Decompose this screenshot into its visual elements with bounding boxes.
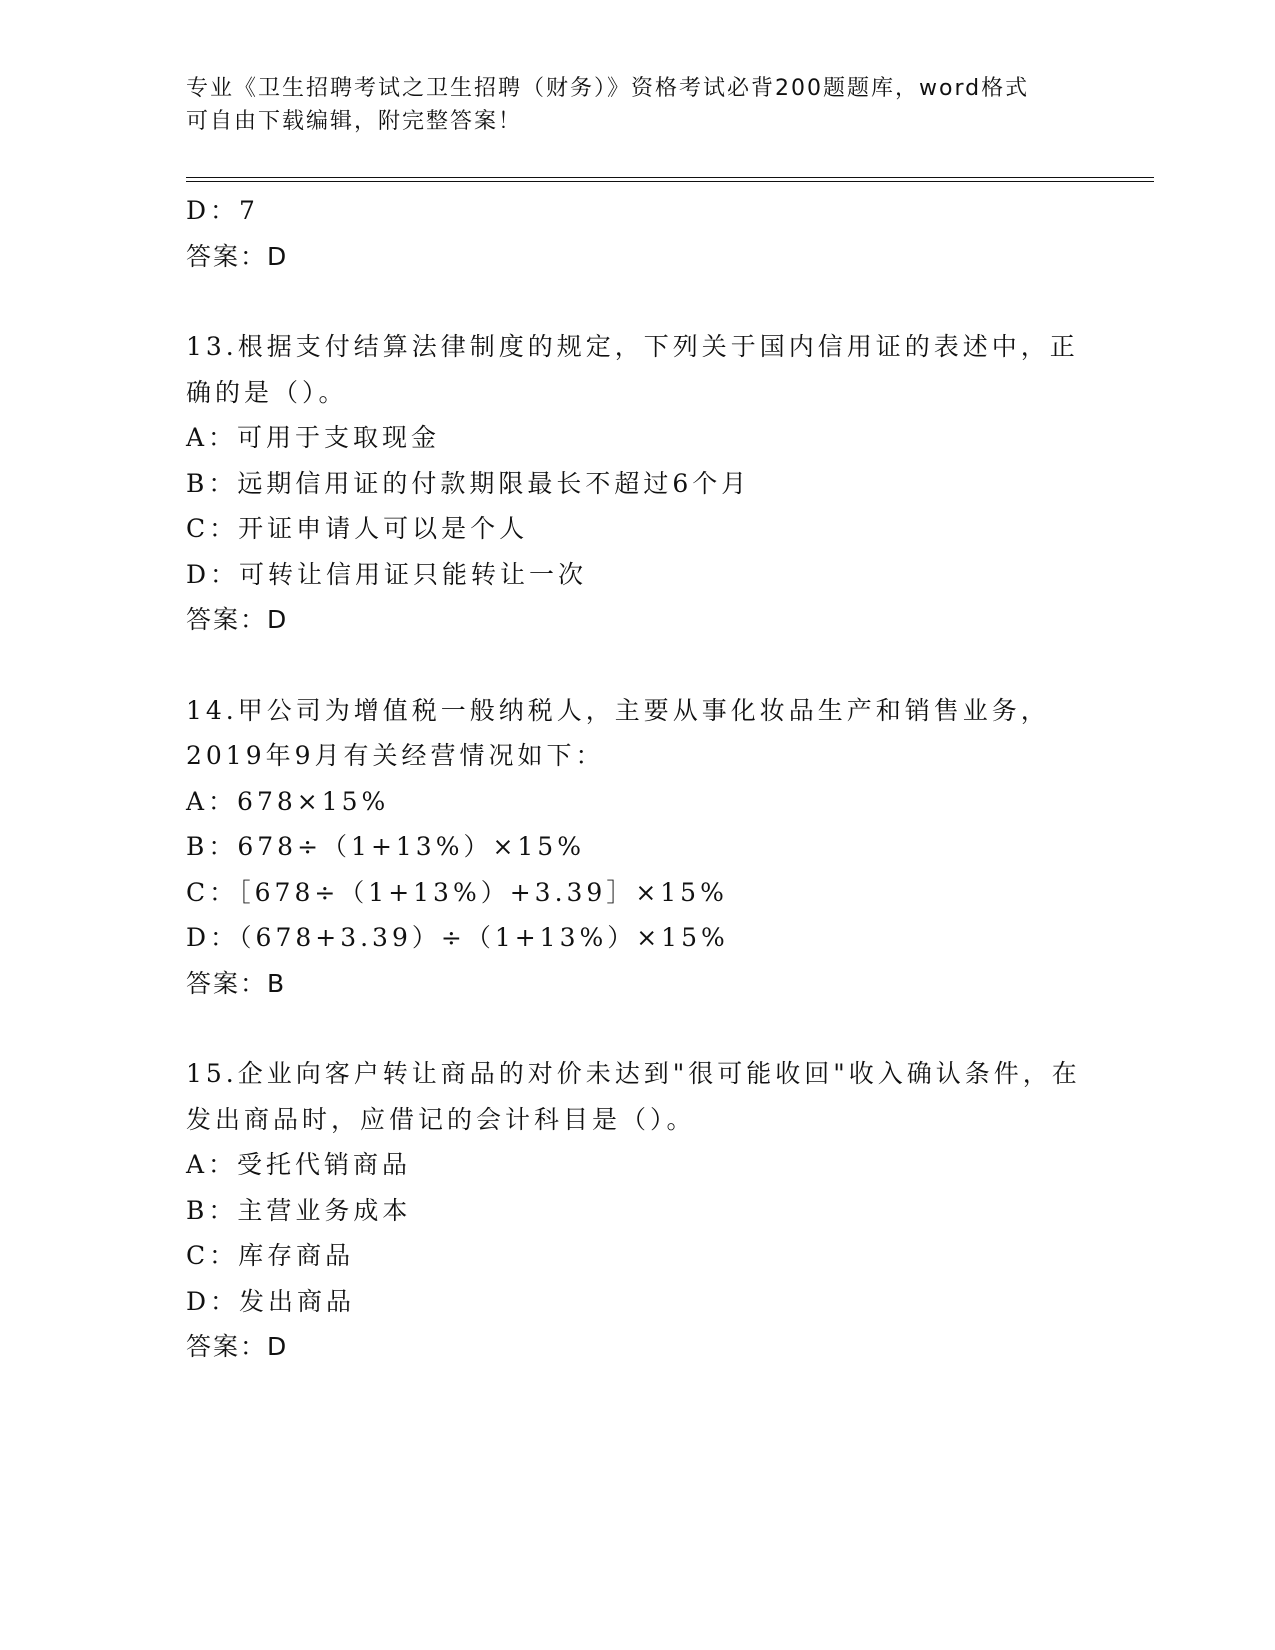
- header-title-line-1: 专业《卫生招聘考试之卫生招聘（财务）》资格考试必背200题题库，word格式: [186, 76, 1030, 101]
- option-c: C：库存商品: [186, 1241, 355, 1270]
- document-body: [186, 188, 1086, 1370]
- page-header: [186, 72, 1066, 138]
- option-b: B：远期信用证的付款期限最长不超过6个月: [186, 468, 751, 498]
- answer: 答案：D: [186, 605, 289, 634]
- answer: 答案：B: [186, 968, 287, 998]
- option-b: B：678÷（1+13%）×15%: [186, 832, 585, 861]
- option-a: A：678×15%: [186, 786, 390, 816]
- carryover-block: [186, 188, 1086, 279]
- question-stem-line-1: 14.甲公司为增值税一般纳税人，主要从事化妆品生产和销售业务，: [186, 695, 1050, 725]
- option-c: C：开证申请人可以是个人: [186, 514, 529, 543]
- question-stem-line-2: 发出商品时，应借记的会计科目是（）。: [186, 1104, 696, 1134]
- question-stem-line-1: 15.企业向客户转让商品的对价未达到"很可能收回"收入确认条件，在: [186, 1059, 1081, 1088]
- option-b: B：主营业务成本: [186, 1195, 412, 1225]
- option-d: D：（678+3.39）÷（1+13%）×15%: [186, 923, 729, 952]
- question-15: [186, 1051, 1086, 1370]
- question-stem-line-2: 确的是（）。: [186, 377, 348, 407]
- option-d: D：可转让信用证只能转让一次: [186, 559, 588, 589]
- option-a: A：可用于支取现金: [186, 423, 441, 452]
- question-stem-line-2: 2019年9月有关经营情况如下：: [186, 741, 605, 770]
- question-14: [186, 688, 1086, 1007]
- option-d: D：发出商品: [186, 1286, 356, 1316]
- header-divider: [186, 177, 1154, 182]
- option-a: A：受托代销商品: [186, 1150, 412, 1179]
- question-stem-line-1: 13.根据支付结算法律制度的规定，下列关于国内信用证的表述中，正: [186, 332, 1079, 361]
- answer: 答案：D: [186, 241, 289, 271]
- option-d: D：7: [186, 196, 259, 225]
- option-c: C：［678÷（1+13%）+3.39］×15%: [186, 877, 728, 907]
- question-13: [186, 324, 1086, 643]
- answer: 答案：D: [186, 1332, 289, 1361]
- header-title-line-2: 可自由下载编辑，附完整答案！: [186, 109, 523, 134]
